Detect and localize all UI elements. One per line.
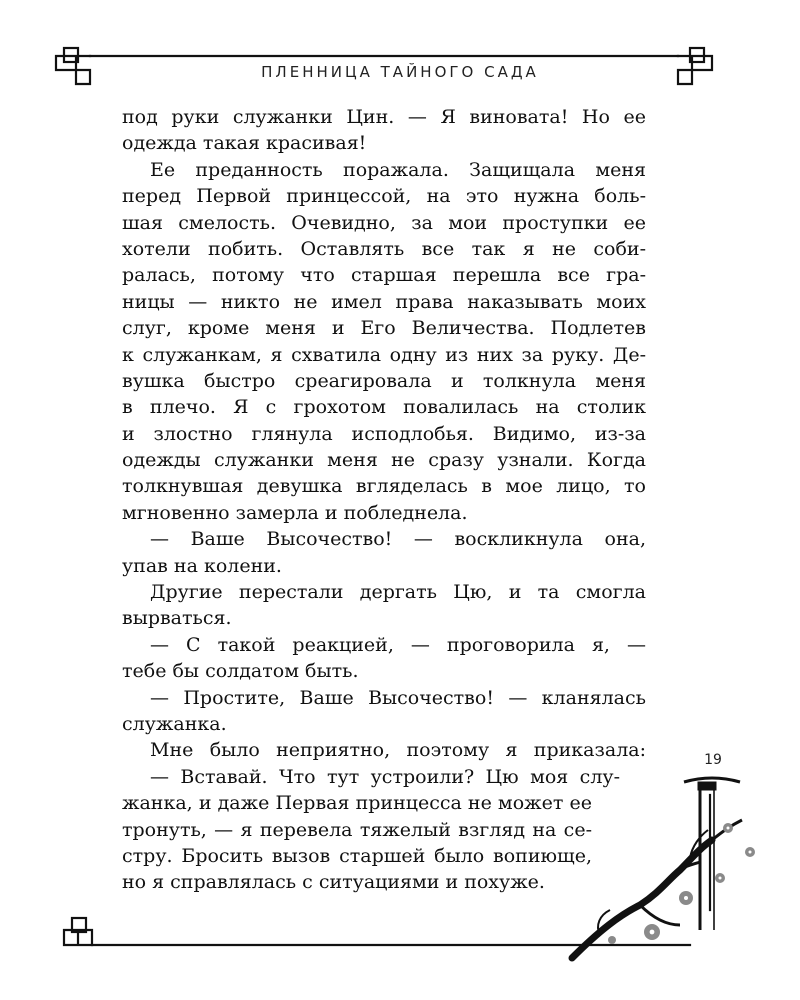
text-line: Мне было неприятно, поэтому я приказала: — [150, 739, 646, 762]
text-line: толкнувшая девушка вгляделась в мое лицо, то — [122, 475, 646, 498]
text-line: одежда такая красивая! — [122, 132, 367, 155]
text-line: и злостно глянула исподлобья. Видимо, из-за — [122, 422, 646, 445]
text-line: слуг, кроме меня и Его Величества. Подлетев — [122, 317, 646, 340]
text-line: — Простите, Ваше Высочество! — кланялась — [150, 686, 646, 709]
text-line: одежды служанки меня не сразу узнали. Когда — [122, 449, 646, 472]
text-line: вушка быстро среагировала и толкнула меня — [122, 369, 646, 392]
text-line: Другие перестали дергать Цю, и та смогла — [150, 581, 646, 604]
text-line: тебе бы солдатом быть. — [122, 660, 359, 683]
text-line: хотели побить. Оставлять все так я не соби- — [122, 237, 646, 260]
text-line: стру. Бросить вызов старшей было вопиюще, — [122, 844, 592, 867]
text-line: жанка, и даже Первая принцесса не может ее — [122, 792, 592, 815]
text-line: — С такой реакцией, — проговорила я, — — [150, 633, 646, 656]
text-line: вырваться. — [122, 607, 232, 630]
text-line: шая смелость. Очевидно, за мои проступки ее — [122, 211, 646, 234]
text-line: перед Первой принцессой, на это нужна боль- — [122, 185, 646, 208]
text-line: мгновенно замерла и побледнела. — [122, 501, 468, 524]
text-line: служанка. — [122, 712, 227, 735]
page-number: 19 — [704, 752, 722, 768]
text-line: к служанкам, я схватила одну из них за руку. Де- — [122, 343, 646, 366]
body-text — [122, 104, 646, 896]
text-line: ницы — никто не имел права наказывать моих — [122, 290, 646, 313]
text-line: ралась, потому что старшая перешла все гра- — [122, 264, 646, 287]
running-header-title: ПЛЕННИЦА ТАЙНОГО САДА — [261, 63, 539, 81]
text-line: тронуть, — я перевела тяжелый взгляд на се- — [122, 818, 592, 841]
text-line: в плечо. Я с грохотом повалилась на столик — [122, 396, 646, 419]
text-line: — Ваше Высочество! — воскликнула она, — [150, 528, 646, 551]
text-line: — Вставай. Что тут устроили? Цю моя слу- — [150, 765, 620, 788]
text-line: упав на колени. — [122, 554, 282, 577]
bottom-left-knot-ornament — [64, 918, 92, 945]
text-line: под руки служанки Цин. — Я виновата! Но ее — [122, 106, 646, 128]
text-line: но я справлялась с ситуациями и похуже. — [122, 871, 545, 894]
text-line: Ее преданность поражала. Защищала меня — [150, 158, 646, 181]
